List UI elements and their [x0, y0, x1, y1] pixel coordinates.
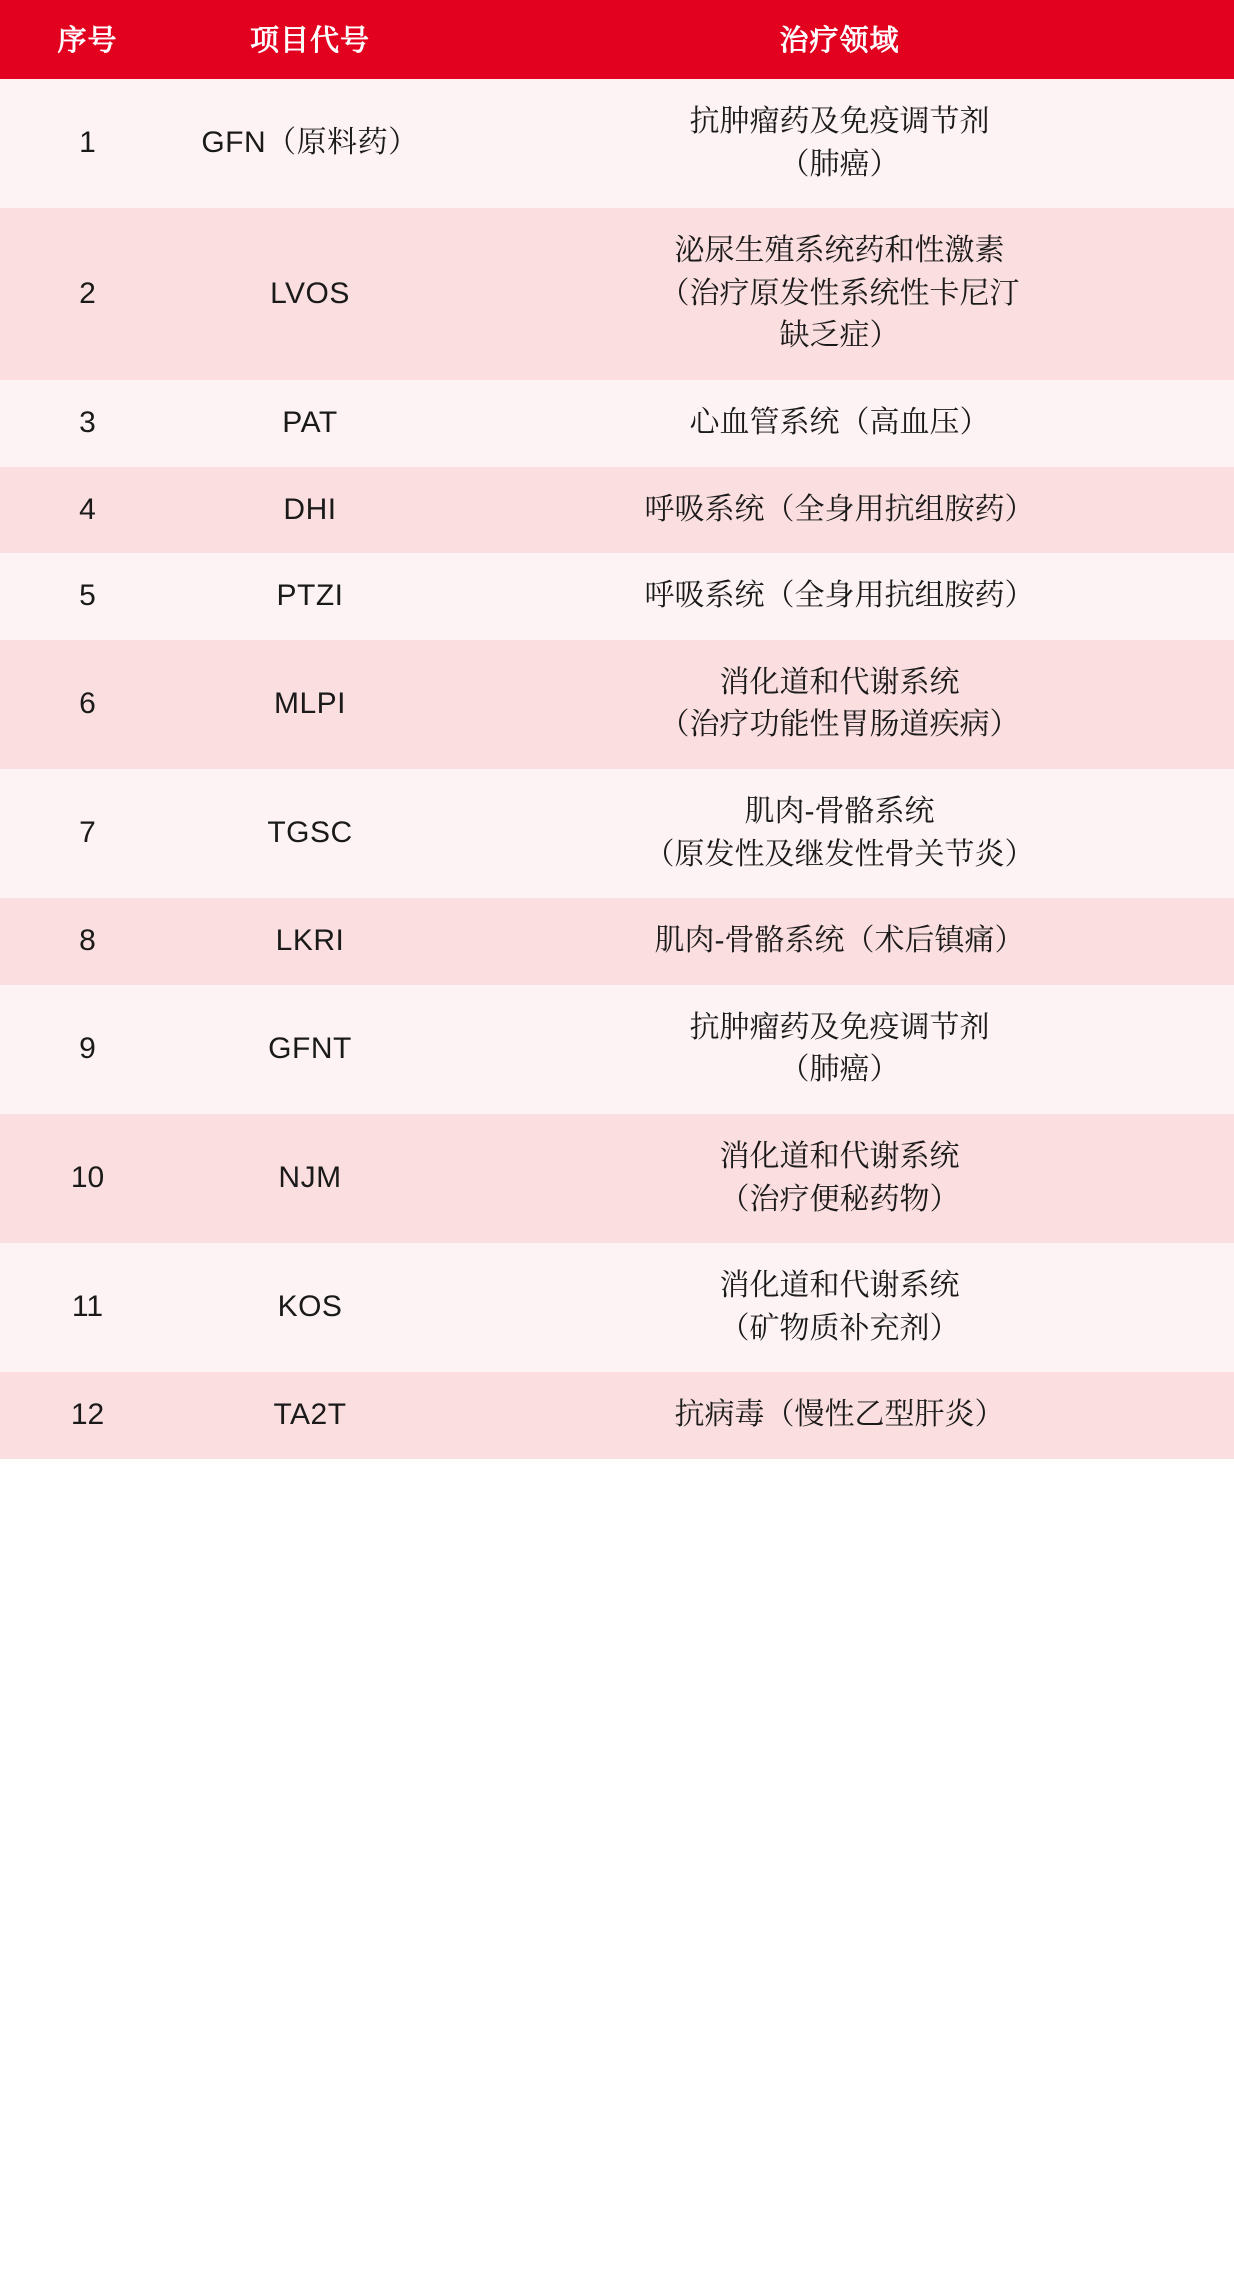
therapeutic-area-line: 呼吸系统（全身用抗组胺药）	[644, 579, 1035, 613]
therapeutic-area-line: 抗肿瘤药及免疫调节剂	[689, 105, 990, 138]
cell-project-code: PTZI	[175, 553, 445, 640]
table-row	[0, 208, 1234, 380]
therapeutic-area-line: （肺癌）	[779, 1053, 900, 1087]
cell-therapeutic-area	[445, 898, 1234, 985]
table-row	[0, 1114, 1234, 1243]
therapeutic-area-line: （治疗原发性系统性卡尼汀	[659, 276, 1020, 310]
therapeutic-area-line: （矿物质补充剂）	[719, 1311, 960, 1345]
therapeutic-area-line: 抗肿瘤药及免疫调节剂	[689, 1010, 990, 1044]
therapeutic-area-line: 消化道和代谢系统	[719, 1269, 960, 1303]
cell-therapeutic-area	[445, 1114, 1234, 1243]
therapeutic-area-line: （原发性及继发性骨关节炎）	[644, 837, 1035, 871]
table-row	[0, 898, 1234, 985]
cell-serial-number: 1	[0, 79, 175, 208]
therapeutic-area-line: 消化道和代谢系统	[719, 665, 960, 699]
cell-project-code: GFN（原料药）	[175, 79, 445, 208]
cell-serial-number: 2	[0, 208, 175, 380]
therapeutic-area-line: 缺乏症）	[779, 319, 900, 353]
cell-therapeutic-area	[445, 1243, 1234, 1372]
cell-project-code: LKRI	[175, 898, 445, 985]
therapeutic-area-line: 肌肉-骨骼系统	[744, 794, 935, 828]
therapeutic-area-line: 消化道和代谢系统	[719, 1139, 960, 1173]
cell-serial-number: 9	[0, 985, 175, 1114]
cell-serial-number: 8	[0, 898, 175, 985]
column-header-area: 治疗领域	[445, 0, 1234, 79]
cell-project-code: KOS	[175, 1243, 445, 1372]
cell-serial-number: 3	[0, 380, 175, 467]
column-header-code: 项目代号	[175, 0, 445, 79]
cell-project-code: NJM	[175, 1114, 445, 1243]
cell-therapeutic-area	[445, 208, 1234, 380]
cell-serial-number: 11	[0, 1243, 175, 1372]
therapeutic-area-line: （治疗便秘药物）	[719, 1182, 960, 1216]
cell-therapeutic-area	[445, 553, 1234, 640]
therapeutic-area-line: （治疗功能性胃肠道疾病）	[659, 708, 1020, 742]
cell-serial-number: 4	[0, 467, 175, 554]
therapeutic-area-line: 抗病毒（慢性乙型肝炎）	[674, 1398, 1005, 1432]
cell-project-code: LVOS	[175, 208, 445, 380]
cell-therapeutic-area	[445, 79, 1234, 208]
therapeutic-area-line: 泌尿生殖系统药和性激素	[674, 234, 1005, 268]
cell-project-code: MLPI	[175, 640, 445, 769]
table-row	[0, 1243, 1234, 1372]
table-row	[0, 79, 1234, 208]
table-row	[0, 467, 1234, 554]
table-header	[0, 0, 1234, 79]
cell-project-code: TGSC	[175, 769, 445, 898]
cell-therapeutic-area	[445, 769, 1234, 898]
table-row	[0, 553, 1234, 640]
cell-therapeutic-area	[445, 1372, 1234, 1459]
cell-serial-number: 10	[0, 1114, 175, 1243]
cell-therapeutic-area	[445, 380, 1234, 467]
therapeutic-area-line: 呼吸系统（全身用抗组胺药）	[644, 492, 1035, 526]
table-row	[0, 380, 1234, 467]
cell-serial-number: 6	[0, 640, 175, 769]
cell-project-code: GFNT	[175, 985, 445, 1114]
table-body	[0, 79, 1234, 1459]
cell-project-code: PAT	[175, 380, 445, 467]
therapeutic-area-line: 心血管系统（高血压）	[689, 405, 990, 439]
table-row	[0, 640, 1234, 769]
cell-serial-number: 7	[0, 769, 175, 898]
table-header-row	[0, 0, 1234, 79]
cell-project-code: TA2T	[175, 1372, 445, 1459]
column-header-no: 序号	[0, 0, 175, 79]
cell-therapeutic-area	[445, 467, 1234, 554]
cell-serial-number: 5	[0, 553, 175, 640]
therapeutic-area-line: 肌肉-骨骼系统（术后镇痛）	[654, 924, 1025, 958]
table-row	[0, 985, 1234, 1114]
cell-therapeutic-area	[445, 985, 1234, 1114]
cell-therapeutic-area	[445, 640, 1234, 769]
cell-serial-number: 12	[0, 1372, 175, 1459]
table-row	[0, 769, 1234, 898]
table-row	[0, 1372, 1234, 1459]
therapeutic-area-line: （肺癌）	[779, 147, 900, 181]
cell-project-code: DHI	[175, 467, 445, 554]
